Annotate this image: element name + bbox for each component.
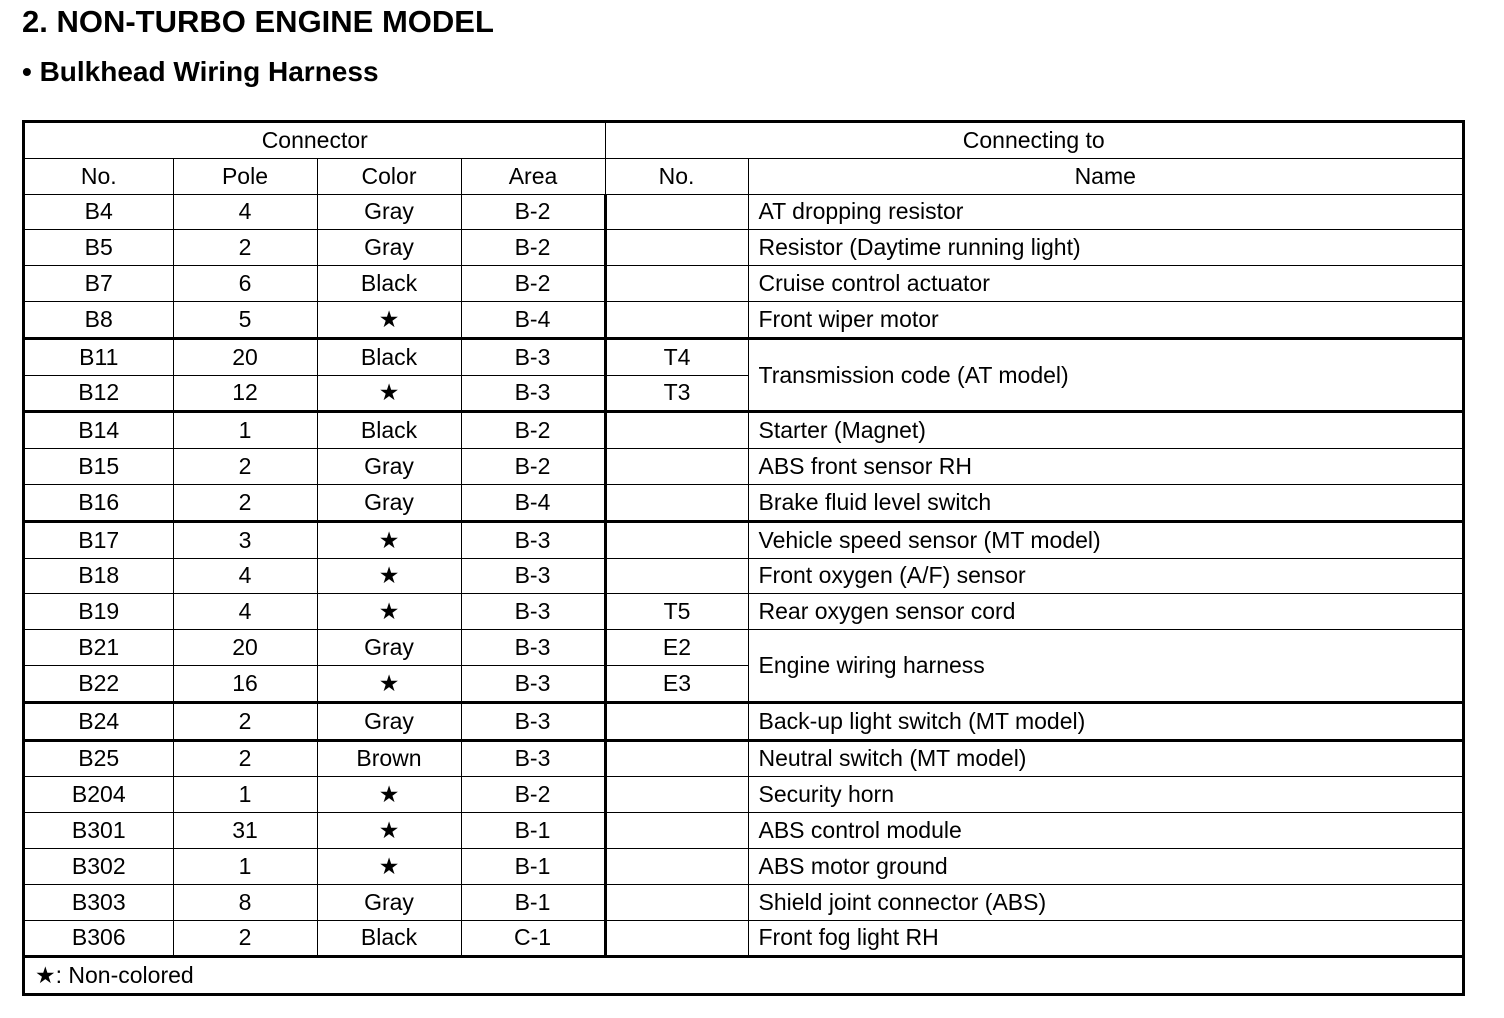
cell-to-no — [605, 813, 748, 849]
cell-area: B-4 — [461, 484, 605, 521]
cell-no: B14 — [25, 412, 173, 449]
cell-name: Starter (Magnet) — [748, 412, 1462, 449]
cell-no: B306 — [25, 920, 173, 957]
table-row — [25, 558, 1462, 594]
cell-area: B-2 — [461, 194, 605, 230]
cell-name: Engine wiring harness — [748, 630, 1462, 703]
cell-no: B7 — [25, 266, 173, 302]
cell-name: Shield joint connector (ABS) — [748, 884, 1462, 920]
cell-pole: 2 — [173, 702, 317, 740]
cell-to-no: E3 — [605, 665, 748, 702]
cell-name: Front wiper motor — [748, 301, 1462, 338]
column-header-pole: Pole — [173, 158, 317, 194]
column-header-area: Area — [461, 158, 605, 194]
cell-color: Black — [317, 920, 461, 957]
cell-no: B21 — [25, 630, 173, 666]
cell-area: B-1 — [461, 813, 605, 849]
page-title: 2. NON-TURBO ENGINE MODEL — [22, 4, 494, 39]
cell-color: Gray — [317, 484, 461, 521]
table-row — [25, 521, 1462, 558]
cell-color: ★ — [317, 777, 461, 813]
cell-pole: 20 — [173, 338, 317, 375]
cell-pole: 1 — [173, 848, 317, 884]
cell-area: B-3 — [461, 594, 605, 630]
cell-to-no — [605, 920, 748, 957]
table-row — [25, 813, 1462, 849]
table-row — [25, 449, 1462, 485]
cell-to-no — [605, 449, 748, 485]
cell-pole: 1 — [173, 777, 317, 813]
cell-to-no — [605, 230, 748, 266]
cell-pole: 3 — [173, 521, 317, 558]
cell-to-no — [605, 777, 748, 813]
cell-no: B19 — [25, 594, 173, 630]
cell-pole: 2 — [173, 230, 317, 266]
cell-color: ★ — [317, 665, 461, 702]
table-row — [25, 412, 1462, 449]
cell-color: Gray — [317, 449, 461, 485]
table-row — [25, 230, 1462, 266]
cell-area: B-2 — [461, 449, 605, 485]
cell-pole: 2 — [173, 740, 317, 777]
column-header-no: No. — [25, 158, 173, 194]
cell-color: ★ — [317, 813, 461, 849]
cell-pole: 2 — [173, 920, 317, 957]
cell-color: ★ — [317, 301, 461, 338]
cell-color: ★ — [317, 594, 461, 630]
cell-name: Front oxygen (A/F) sensor — [748, 558, 1462, 594]
cell-name: Vehicle speed sensor (MT model) — [748, 521, 1462, 558]
cell-no: B24 — [25, 702, 173, 740]
cell-no: B17 — [25, 521, 173, 558]
cell-to-no — [605, 702, 748, 740]
cell-to-no — [605, 740, 748, 777]
cell-area: B-3 — [461, 521, 605, 558]
cell-color: Gray — [317, 884, 461, 920]
table-row — [25, 194, 1462, 230]
cell-pole: 4 — [173, 594, 317, 630]
table-row — [25, 630, 1462, 666]
cell-no: B302 — [25, 848, 173, 884]
cell-color: Gray — [317, 630, 461, 666]
group-header-connecting-to: Connecting to — [605, 123, 1462, 158]
column-header-color: Color — [317, 158, 461, 194]
cell-color: ★ — [317, 375, 461, 412]
cell-pole: 4 — [173, 558, 317, 594]
cell-pole: 2 — [173, 484, 317, 521]
cell-area: B-2 — [461, 777, 605, 813]
cell-no: B16 — [25, 484, 173, 521]
cell-color: ★ — [317, 521, 461, 558]
cell-to-no — [605, 194, 748, 230]
cell-name: Neutral switch (MT model) — [748, 740, 1462, 777]
cell-to-no: T4 — [605, 338, 748, 375]
cell-area: B-1 — [461, 848, 605, 884]
group-header-row — [25, 123, 1462, 158]
cell-to-no — [605, 301, 748, 338]
table-row — [25, 702, 1462, 740]
cell-no: B5 — [25, 230, 173, 266]
cell-to-no — [605, 266, 748, 302]
cell-to-no: T5 — [605, 594, 748, 630]
cell-area: C-1 — [461, 920, 605, 957]
cell-color: Gray — [317, 194, 461, 230]
cell-to-no: E2 — [605, 630, 748, 666]
connector-table-frame — [22, 120, 1465, 996]
cell-area: B-2 — [461, 412, 605, 449]
cell-pole: 8 — [173, 884, 317, 920]
cell-no: B204 — [25, 777, 173, 813]
cell-area: B-4 — [461, 301, 605, 338]
cell-name: ABS control module — [748, 813, 1462, 849]
cell-to-no — [605, 558, 748, 594]
cell-name: Transmission code (AT model) — [748, 338, 1462, 412]
cell-color: Gray — [317, 230, 461, 266]
table-row — [25, 484, 1462, 521]
cell-name: Back-up light switch (MT model) — [748, 702, 1462, 740]
cell-no: B4 — [25, 194, 173, 230]
cell-name: Brake fluid level switch — [748, 484, 1462, 521]
cell-area: B-2 — [461, 266, 605, 302]
cell-no: B12 — [25, 375, 173, 412]
footnote-row — [25, 957, 1462, 993]
cell-no: B303 — [25, 884, 173, 920]
cell-area: B-3 — [461, 338, 605, 375]
cell-pole: 16 — [173, 665, 317, 702]
cell-name: ABS front sensor RH — [748, 449, 1462, 485]
cell-no: B8 — [25, 301, 173, 338]
cell-name: Security horn — [748, 777, 1462, 813]
cell-area: B-1 — [461, 884, 605, 920]
column-header-row — [25, 158, 1462, 194]
column-header-name: Name — [748, 158, 1462, 194]
cell-no: B15 — [25, 449, 173, 485]
cell-area: B-2 — [461, 230, 605, 266]
cell-to-no — [605, 484, 748, 521]
cell-no: B25 — [25, 740, 173, 777]
cell-no: B22 — [25, 665, 173, 702]
table-row — [25, 848, 1462, 884]
column-header-to-no: No. — [605, 158, 748, 194]
cell-color: ★ — [317, 848, 461, 884]
footnote: ★: Non-colored — [25, 957, 1462, 993]
table-row — [25, 338, 1462, 375]
cell-pole: 1 — [173, 412, 317, 449]
cell-to-no — [605, 848, 748, 884]
cell-area: B-3 — [461, 665, 605, 702]
cell-color: Brown — [317, 740, 461, 777]
cell-color: Gray — [317, 702, 461, 740]
cell-color: Black — [317, 412, 461, 449]
group-header-connector: Connector — [25, 123, 605, 158]
cell-no: B18 — [25, 558, 173, 594]
cell-color: ★ — [317, 558, 461, 594]
cell-pole: 2 — [173, 449, 317, 485]
cell-name: Cruise control actuator — [748, 266, 1462, 302]
table-row — [25, 884, 1462, 920]
cell-area: B-3 — [461, 375, 605, 412]
cell-to-no — [605, 412, 748, 449]
connector-table — [25, 123, 1462, 993]
cell-pole: 31 — [173, 813, 317, 849]
table-row — [25, 266, 1462, 302]
cell-name: AT dropping resistor — [748, 194, 1462, 230]
cell-color: Black — [317, 338, 461, 375]
cell-name: Resistor (Daytime running light) — [748, 230, 1462, 266]
table-row — [25, 920, 1462, 957]
table-row — [25, 777, 1462, 813]
cell-area: B-3 — [461, 630, 605, 666]
cell-pole: 5 — [173, 301, 317, 338]
cell-pole: 4 — [173, 194, 317, 230]
cell-to-no — [605, 884, 748, 920]
cell-area: B-3 — [461, 558, 605, 594]
cell-no: B11 — [25, 338, 173, 375]
cell-name: Front fog light RH — [748, 920, 1462, 957]
cell-area: B-3 — [461, 702, 605, 740]
cell-pole: 20 — [173, 630, 317, 666]
cell-color: Black — [317, 266, 461, 302]
table-row — [25, 740, 1462, 777]
table-row — [25, 301, 1462, 338]
section-subtitle: • Bulkhead Wiring Harness — [22, 56, 379, 87]
cell-to-no — [605, 521, 748, 558]
cell-pole: 12 — [173, 375, 317, 412]
cell-pole: 6 — [173, 266, 317, 302]
table-row — [25, 594, 1462, 630]
cell-name: ABS motor ground — [748, 848, 1462, 884]
cell-no: B301 — [25, 813, 173, 849]
cell-name: Rear oxygen sensor cord — [748, 594, 1462, 630]
cell-to-no: T3 — [605, 375, 748, 412]
cell-area: B-3 — [461, 740, 605, 777]
